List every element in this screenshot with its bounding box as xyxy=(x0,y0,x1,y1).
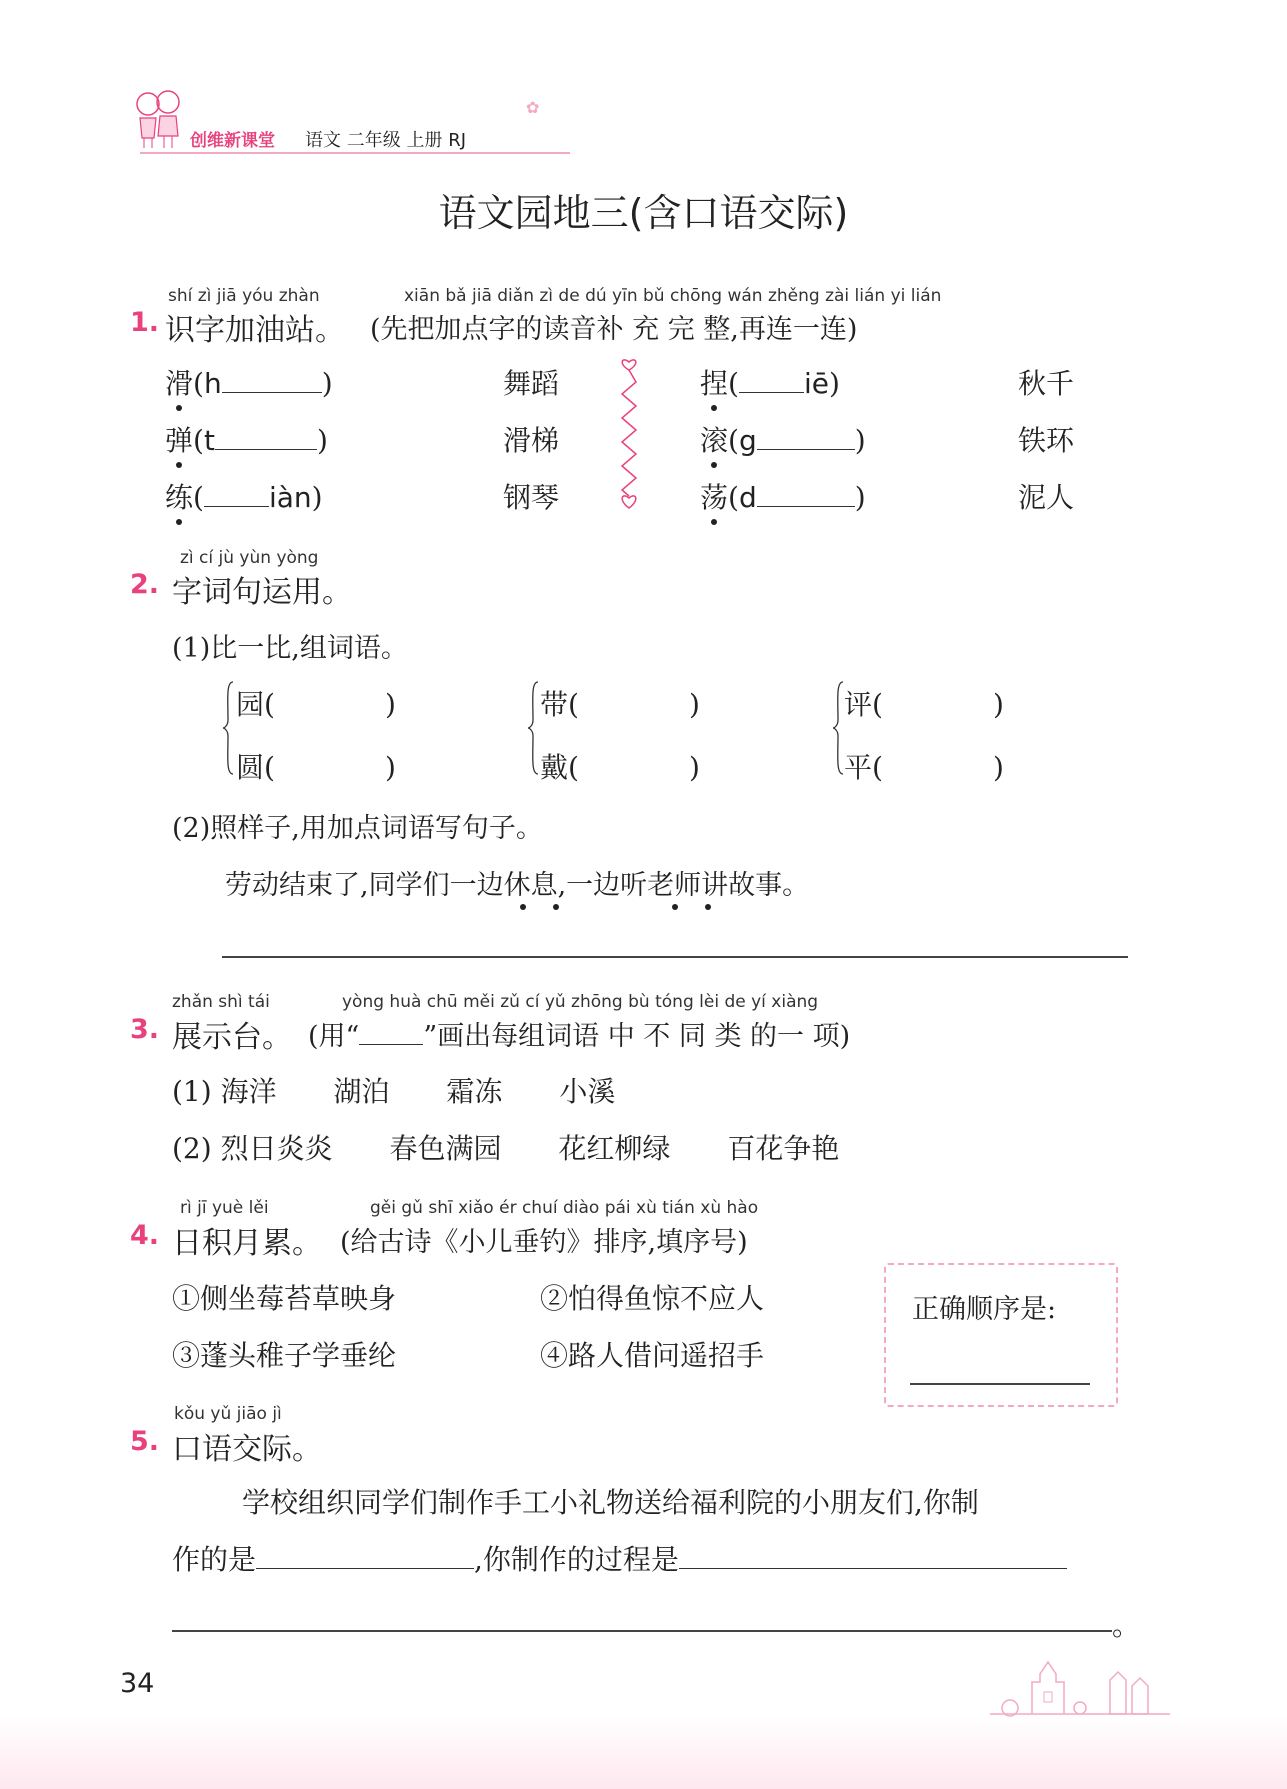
q1-word: 秋千 xyxy=(1018,367,1075,400)
q3-word[interactable]: 小溪 xyxy=(559,1075,616,1108)
butterfly-icon: ✿ xyxy=(526,98,540,117)
q3-instruction-start: (用“ xyxy=(308,1021,360,1052)
q3-instruction xyxy=(308,1014,850,1053)
example-connector-line xyxy=(614,356,644,512)
brace-icon xyxy=(527,680,539,776)
castle-icon xyxy=(990,1652,1170,1720)
answer-blank[interactable] xyxy=(204,506,269,507)
q2-sub2: (2)照样子,用加点词语写句子。 xyxy=(172,813,543,844)
q1-word: 钢琴 xyxy=(503,481,560,514)
answer-blank[interactable] xyxy=(256,1568,474,1569)
q3-word[interactable]: 花红柳绿 xyxy=(558,1132,671,1165)
emphasis-dot xyxy=(711,405,717,411)
q5-prompt-a: 作的是 xyxy=(172,1543,257,1576)
q2-char: 带 xyxy=(540,688,569,721)
row-label: (2) xyxy=(172,1132,212,1165)
q1-prefix: g xyxy=(738,424,757,457)
q3-instruction-end: ”画出每组词语 中 不 同 类 的一 项) xyxy=(423,1021,851,1052)
q3-word[interactable]: 百花争艳 xyxy=(727,1132,840,1165)
q1-suffix: iē xyxy=(803,367,829,400)
q1-instruction: (先把加点字的读音补 充 完 整,再连一连) xyxy=(370,314,858,345)
q2-char: 评 xyxy=(844,688,873,721)
edition: RJ xyxy=(448,130,467,151)
q2-number: 2. xyxy=(130,569,160,600)
emphasis-dot xyxy=(672,904,678,910)
q1-char: 弹 xyxy=(165,424,194,457)
q5-prompt-b: ,你制作的过程是 xyxy=(474,1543,679,1576)
q2-pair-item: 带( ) xyxy=(540,688,700,721)
q2-pair-item: 园( ) xyxy=(236,688,396,721)
answer-blank[interactable] xyxy=(679,1568,1067,1569)
q2-pair-item: 评( ) xyxy=(844,688,1004,721)
q5-number: 5. xyxy=(130,1426,160,1457)
q2-example-sentence: 劳动结束了,同学们一边休息,一边听老师讲故事。 xyxy=(225,870,810,901)
q3-row-1 xyxy=(172,1070,615,1110)
q1-item-3: 练( iàn) xyxy=(165,481,323,514)
answer-blank[interactable] xyxy=(215,449,317,450)
q5-title: 口语交际。 xyxy=(172,1432,322,1467)
q1-prefix: d xyxy=(738,481,757,514)
q1-word: 泥人 xyxy=(1018,481,1075,514)
q2-pair-item: 圆( ) xyxy=(236,751,396,784)
brand-label: 创维新课堂 xyxy=(190,131,275,151)
underline-sample xyxy=(359,1044,423,1045)
header-illustration xyxy=(128,88,188,150)
q3-word[interactable]: 海洋 xyxy=(220,1075,277,1108)
row-label: (1) xyxy=(172,1075,212,1108)
q3-title-pinyin: zhǎn shì tái xyxy=(172,992,270,1012)
q3-number: 3. xyxy=(130,1014,160,1045)
subject: 语文 xyxy=(305,130,341,151)
emphasis-dot xyxy=(711,519,717,525)
q2-sub1: (1)比一比,组词语。 xyxy=(172,633,408,664)
q3-instruction-pinyin: yòng huà chū měi zǔ cí yǔ zhōng bù tóng lèi de yí xiàng xyxy=(342,992,819,1012)
q3-word[interactable]: 烈日炎炎 xyxy=(220,1132,333,1165)
q2-title-pinyin: zì cí jù yùn yòng xyxy=(180,548,319,568)
answer-line[interactable] xyxy=(222,956,1128,958)
answer-blank[interactable] xyxy=(222,392,322,393)
q4-title: 日积月累。 xyxy=(172,1226,322,1261)
q5-paragraph: 学校组织同学们制作手工小礼物送给福利院的小朋友们,你制 xyxy=(242,1486,979,1519)
q2-char: 园 xyxy=(236,688,265,721)
answer-line[interactable] xyxy=(172,1630,1112,1632)
answer-box xyxy=(884,1263,1118,1407)
q3-word[interactable]: 霜冻 xyxy=(446,1075,503,1108)
q2-pair-item: 平( ) xyxy=(844,751,1004,784)
q1-char: 荡 xyxy=(700,481,729,514)
q1-item-2: 弹(t ) xyxy=(165,424,328,457)
volume: 上册 xyxy=(406,130,443,151)
q1-word: 舞蹈 xyxy=(503,367,560,400)
answer-blank[interactable] xyxy=(757,506,855,507)
page-title: 语文园地三(含口语交际) xyxy=(438,191,849,235)
q3-title: 展示台。 xyxy=(172,1020,292,1055)
q3-word[interactable]: 春色满园 xyxy=(389,1132,502,1165)
poem-line: ①侧坐莓苔草映身 xyxy=(172,1282,397,1315)
q1-char: 捏 xyxy=(700,367,729,400)
emphasis-dot xyxy=(176,462,182,468)
course-info xyxy=(305,126,466,152)
q1-suffix: iàn xyxy=(268,481,312,514)
brace-icon xyxy=(222,680,234,776)
q1-word: 铁环 xyxy=(1018,424,1075,457)
q3-row-2 xyxy=(172,1127,839,1167)
emphasis-dot xyxy=(176,405,182,411)
footer-band xyxy=(0,1715,1287,1789)
poem-line: ③蓬头稚子学垂纶 xyxy=(172,1339,397,1372)
q1-instruction-pinyin: xiān bǎ jiā diǎn zì de dú yīn bǔ chōng wán zhěng zài lián yi lián xyxy=(404,286,942,306)
q5-line-2 xyxy=(172,1538,1067,1578)
q4-instruction-pinyin: gěi gǔ shī xiǎo ér chuí diào pái xù tián xù hào xyxy=(370,1198,759,1218)
q1-char: 滑 xyxy=(165,367,194,400)
emphasis-dot xyxy=(705,904,711,910)
q2-pair-item: 戴( ) xyxy=(540,751,700,784)
answer-blank[interactable] xyxy=(757,449,855,450)
answer-label: 正确顺序是: xyxy=(912,1294,1057,1325)
q4-instruction: (给古诗《小儿垂钓》排序,填序号) xyxy=(340,1227,748,1258)
q1-item-1: 滑(h ) xyxy=(165,367,333,400)
q1-char: 滚 xyxy=(700,424,729,457)
q4-number: 4. xyxy=(130,1220,160,1251)
q2-char: 圆 xyxy=(236,751,265,784)
q1-title-pinyin: shí zì jiā yóu zhàn xyxy=(168,286,320,306)
q1-item-4: 捏( iē) xyxy=(700,367,840,400)
emphasis-dot xyxy=(520,904,526,910)
q1-prefix: t xyxy=(203,424,215,457)
q1-title: 识字加油站。 xyxy=(165,313,345,348)
header-divider xyxy=(140,152,570,154)
q3-word[interactable]: 湖泊 xyxy=(333,1075,390,1108)
q2-char: 戴 xyxy=(540,751,569,784)
q4-title-pinyin: rì jī yuè lěi xyxy=(180,1198,269,1218)
poem-line: ④路人借问遥招手 xyxy=(540,1339,765,1372)
brace-icon xyxy=(832,680,844,776)
q1-item-6: 荡(d ) xyxy=(700,481,866,514)
q1-char: 练 xyxy=(165,481,194,514)
poem-line: ②怕得鱼惊不应人 xyxy=(540,1282,765,1315)
q2-title: 字词句运用。 xyxy=(172,575,352,610)
q5-end-mark: 。 xyxy=(1112,1609,1141,1642)
q1-item-5: 滚(g ) xyxy=(700,424,866,457)
q1-number: 1. xyxy=(130,307,160,338)
answer-line[interactable] xyxy=(910,1383,1090,1385)
q2-char: 平 xyxy=(844,751,873,784)
q1-prefix: h xyxy=(203,367,222,400)
answer-blank[interactable] xyxy=(739,392,804,393)
q5-title-pinyin: kǒu yǔ jiāo jì xyxy=(174,1404,282,1424)
q1-word: 滑梯 xyxy=(503,424,560,457)
grade: 二年级 xyxy=(346,130,401,151)
emphasis-dot xyxy=(176,519,182,525)
emphasis-dot xyxy=(553,904,559,910)
emphasis-dot xyxy=(711,462,717,468)
page-number: 34 xyxy=(120,1668,155,1699)
